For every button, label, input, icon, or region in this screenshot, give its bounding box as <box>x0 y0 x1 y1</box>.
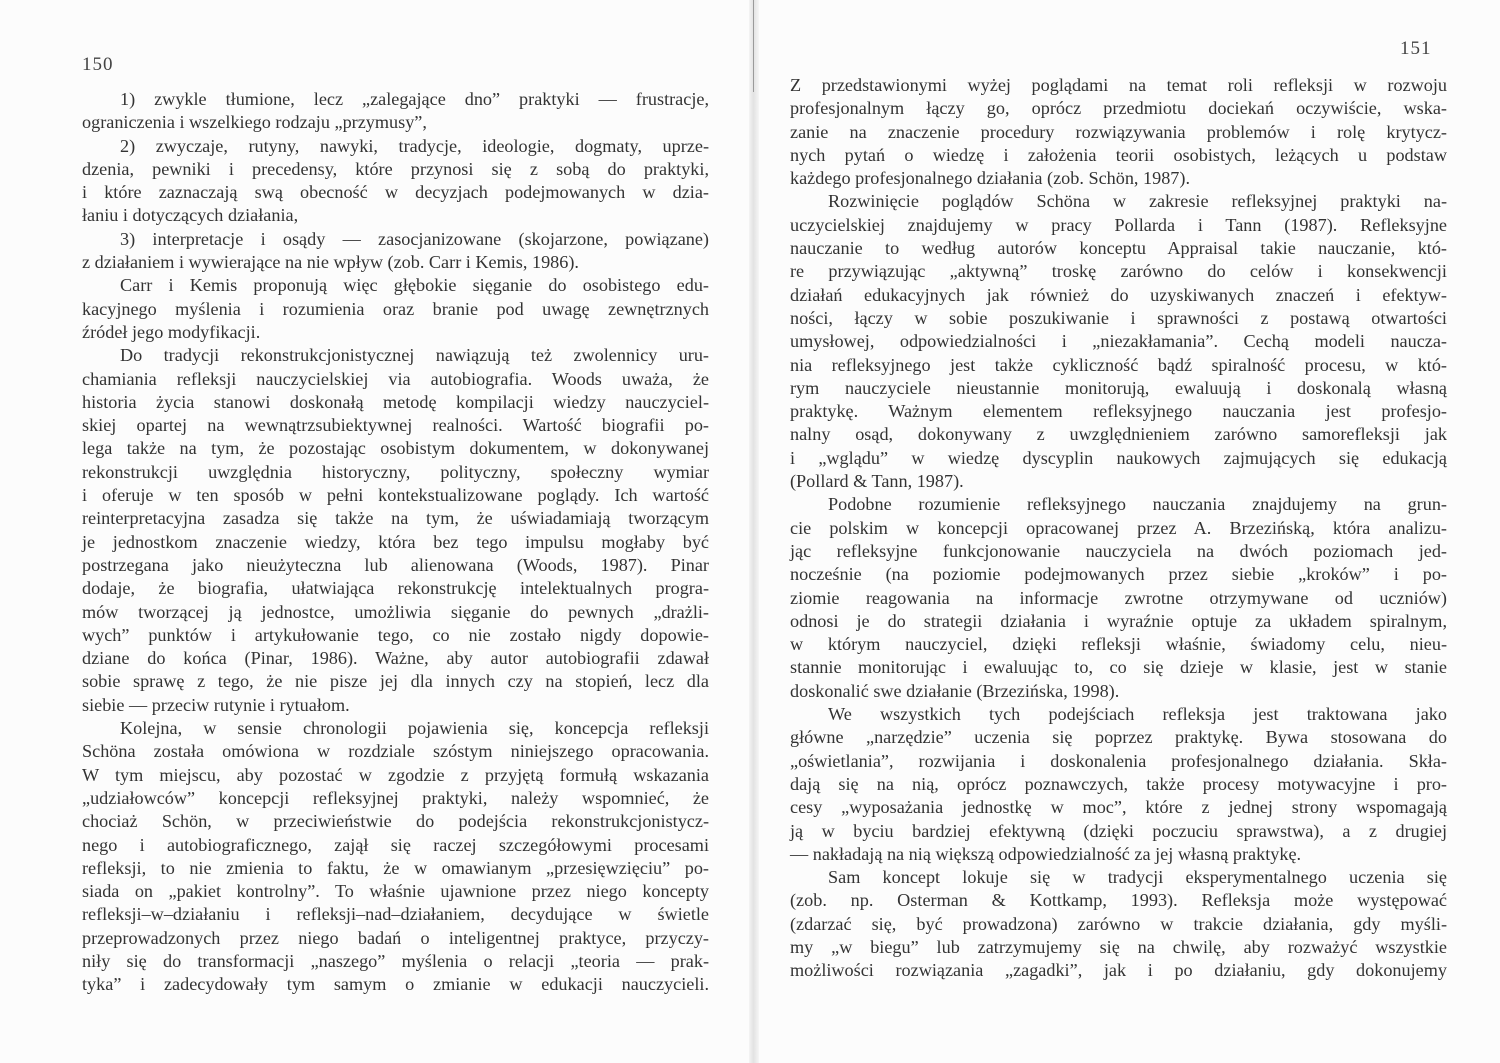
text-line: doskonalić swe działanie (Brzezińska, 1998). <box>790 680 1120 701</box>
text-line: chociaż Schön, w przeciwieństwie do podejścia rekonstrukcjonistycz- <box>82 811 709 832</box>
text-line: We wszystkich tych podejściach refleksja jest traktowana jako <box>828 704 1447 725</box>
text-line: (zob. np. Osterman & Kottkamp, 1993). Refleksja może występować <box>790 890 1447 911</box>
text-line: możliwości rozwiązania „zagadki”, jak i po działaniu, gdy dokonujemy <box>790 960 1447 981</box>
page-number: 150 <box>82 54 114 75</box>
text-line: je jednostkom znaczenie wiedzy, która bez tego impulsu mogłaby być <box>82 531 709 552</box>
text-line: rym nauczyciele nieustannie monitorują, ewaluują i doskonalą własną <box>790 377 1447 398</box>
text-line: dodaje, że biografia, ułatwiająca rekonstrukcję intelektualnych progra- <box>82 578 709 599</box>
text-line: kacyjnego myślenia i rozumienia oraz branie pod uwagę zewnętrznych <box>82 298 709 319</box>
text-line: wych” punktów i artykułowanie tego, co nie zostało nigdy dopowie- <box>82 624 709 645</box>
text-line: (zdarzać się, być prowadzona) zarówno w trakcie działania, gdy myśli- <box>790 913 1447 934</box>
text-line: refleksji, to nie zmienia to faktu, że w omawianym „przesięwzięciu” po- <box>82 857 709 878</box>
page-body-text <box>82 88 709 997</box>
text-line: główne „narzędzie” uczenia się poprzez praktykę. Bywa stosowana do <box>790 727 1447 748</box>
text-line: ograniczenia i wszelkiego rodzaju „przymusy”, <box>82 112 427 133</box>
text-line: 3) interpretacje i osądy — zasocjanizowane (skojarzone, powiązane) <box>120 228 709 249</box>
text-line: praktykę. Ważnym elementem refleksyjnego nauczania jest profesjo- <box>790 401 1447 422</box>
text-line: Carr i Kemis proponują więc głębokie sięganie do osobistego edu- <box>120 275 709 296</box>
text-line: Podobne rozumienie refleksyjnego nauczania znajdujemy na grun- <box>828 494 1447 515</box>
text-line: niły się do transformacji „naszego” myślenia o relacji „teoria — prak- <box>82 950 709 971</box>
text-line: Schöna została omówiona w rozdziale szóstym niniejszego opracowania. <box>82 741 709 762</box>
text-line: odnosi je do strategii działania i wyraźnie optuje za układem spiralnym, <box>790 610 1447 631</box>
text-line: cesy „wyposażania jednostkę w moc”, które z jednej strony wspomagają <box>790 797 1447 818</box>
text-line: uczycielskiej znajdujemy w pracy Pollarda i Tann (1987). Refleksyjne <box>790 214 1447 235</box>
page-number: 151 <box>1400 38 1432 59</box>
text-line: dają się na nią, oprócz poznawczych, także procesy motywacyjne i pro- <box>790 773 1447 794</box>
text-line: i „wglądu” w wiedzę dyscyplin naukowych zajmujących się edukacją <box>790 447 1447 468</box>
text-line: tyka” i zadecydowały tym samym o zmianie w edukacji nauczycieli. <box>82 974 709 995</box>
text-line: nocześnie (na poziomie podejmowanych przez siebie „kroków” i po- <box>790 564 1447 585</box>
text-line: siebie — przeciw rutynie i rytuałom. <box>82 694 350 715</box>
text-line: stannie monitorując i ewaluując to, co się dzieje w klasie, jest w stanie <box>790 657 1447 678</box>
text-line: (Pollard & Tann, 1987). <box>790 471 964 492</box>
text-line: postrzegana jako nieużyteczna lub alienowana (Woods, 1987). Pinar <box>82 554 709 575</box>
text-line: Sam koncept lokuje się w tradycji eksperymentalnego uczenia się <box>828 867 1447 888</box>
text-line: w którym nauczyciel, dzięki refleksji właśnie, świadomy celu, nieu- <box>790 634 1447 655</box>
text-line: i które zaznaczają swą obecność w decyzjach podejmowanych w dzia- <box>82 182 709 203</box>
text-line: rekonstrukcji uwzględnia historyczny, polityczny, społeczny wymiar <box>82 461 709 482</box>
text-line: ją w byciu bardziej efektywną (dzięki poczuciu sprawstwa), a z drugiej <box>790 820 1447 841</box>
text-line: re przywiązując „aktywną” troskę zarówno do celów i konsekwencji <box>790 261 1447 282</box>
right-page <box>759 0 1500 1063</box>
text-line: lega także na tym, że pozostając osobistym dokumentem, w dokonywanej <box>82 438 709 459</box>
text-line: nego i autobiograficznego, zajął się raczej szczegółowymi procesami <box>82 834 709 855</box>
book-gutter <box>749 0 759 1063</box>
text-line: Z przedstawionymi wyżej poglądami na temat roli refleksji w rozwoju <box>790 75 1447 95</box>
text-line: jąc refleksyjne funkcjonowanie nauczyciela na dwóch poziomach jed- <box>790 540 1447 561</box>
text-line: — nakładają na nią większą odpowiedzialność za jej własną praktykę. <box>790 843 1302 864</box>
text-line: my „w biegu” lub zatrzymujemy się na chwilę, aby rozważyć wszystkie <box>790 936 1447 957</box>
left-page <box>0 0 749 1063</box>
text-line: nalny osąd, dokonywany z uwzględnieniem zarówno samorefleksji jak <box>790 424 1447 445</box>
text-line: skiej opartej na wewnątrzsubiektywnej realności. Wartość biografii po- <box>82 415 709 436</box>
text-line: dzenia, pewniki i precedensy, które przynosi się z sobą do praktyki, <box>82 158 709 179</box>
text-line: siada on „pakiet kontrolny”. To właśnie ujawnione przez niego koncepty <box>82 881 709 902</box>
text-line: refleksji–w–działaniu i refleksji–nad–działaniem, decydujące w świetle <box>82 904 709 925</box>
text-line: umysłowej, odpowiedzialności i „niezakłamania”. Cechą modeli naucza- <box>790 331 1447 352</box>
text-line: W tym miejscu, aby pozostać w zgodzie z przyjętą formułą wskazania <box>82 764 709 785</box>
text-line: Do tradycji rekonstrukcjonistycznej nawiązują też zwolennicy uru- <box>120 345 709 366</box>
text-line: łaniu i dotyczących działania, <box>82 205 299 226</box>
text-line: „udziałowców” koncepcji refleksyjnej praktyki, należy wspomnieć, że <box>82 787 709 808</box>
text-line: Rozwinięcie poglądów Schöna w zakresie refleksyjnej praktyki na- <box>828 191 1447 212</box>
text-line: i oferuje w ten sposób w pełni kontekstualizowane poglądy. Ich wartość <box>82 485 709 506</box>
text-line: 1) zwykle tłumione, lecz „zalegające dno” praktyki — frustracje, <box>120 89 709 109</box>
text-line: „oświetlania”, rozwijania i doskonalenia profesjonalnego działania. Skła- <box>790 750 1447 771</box>
text-line: mów tworzącej ją jednostce, umożliwia sięganie do pewnych „drażli- <box>82 601 709 622</box>
text-line: źródeł jego modyfikacji. <box>82 321 261 342</box>
gutter-crease <box>753 0 754 92</box>
text-line: nia refleksyjnego jest także cykliczność bądź spiralność procesu, w któ- <box>790 354 1447 375</box>
text-line: nauczanie to według autorów konceptu Appraisal takie nauczanie, któ- <box>790 238 1447 259</box>
text-line: Kolejna, w sensie chronologii pojawienia się, koncepcja refleksji <box>120 718 709 739</box>
text-line: działań edukacyjnych jak również do uzyskiwanych znaczeń i efektyw- <box>790 284 1447 305</box>
text-line: chamiania refleksji nauczycielskiej via autobiografia. Woods uważa, że <box>82 368 709 389</box>
text-line: historia życia stanowi doskonałą metodę kompilacji wiedzy nauczyciel- <box>82 391 709 412</box>
text-line: nych pytań o wiedzę i założenia teorii osobistych, leżących u podstaw <box>790 144 1447 165</box>
text-line: z działaniem i wywierające na nie wpływ (zob. Carr i Kemis, 1986). <box>82 252 579 273</box>
text-line: ziomie reagowania na informacje zwrotne otrzymywane od uczniów) <box>790 587 1447 608</box>
text-line: profesjonalnym łączy go, oprócz przedmiotu dociekań oczywiście, wska- <box>790 98 1447 119</box>
text-line: sobie sprawę z tego, że nie pisze jej dla innych czy na stopień, lecz dla <box>82 671 709 692</box>
page-body-text <box>790 74 1447 983</box>
text-line: reinterpretacyjna zasadza się także na tym, że uświadamiają tworzącym <box>82 508 709 529</box>
text-line: każdego profesjonalnego działania (zob. Schön, 1987). <box>790 168 1190 189</box>
text-line: przeprowadzonych przez niego badań o inteligentnej praktyce, przyczy- <box>82 927 709 948</box>
text-line: 2) zwyczaje, rutyny, nawyki, tradycje, ideologie, dogmaty, uprze- <box>120 135 709 156</box>
text-line: dziane do końca (Pinar, 1986). Ważne, aby autor autobiografii zdawał <box>82 648 709 669</box>
text-line: zanie na znaczenie procedury rozwiązywania problemów i rolę krytycz- <box>790 121 1447 142</box>
text-line: cie polskim w koncepcji opracowanej przez A. Brzezińską, która analizu- <box>790 517 1447 538</box>
text-line: ności, łączy w sobie poszukiwanie i sprawności z postawą otwartości <box>790 307 1447 328</box>
